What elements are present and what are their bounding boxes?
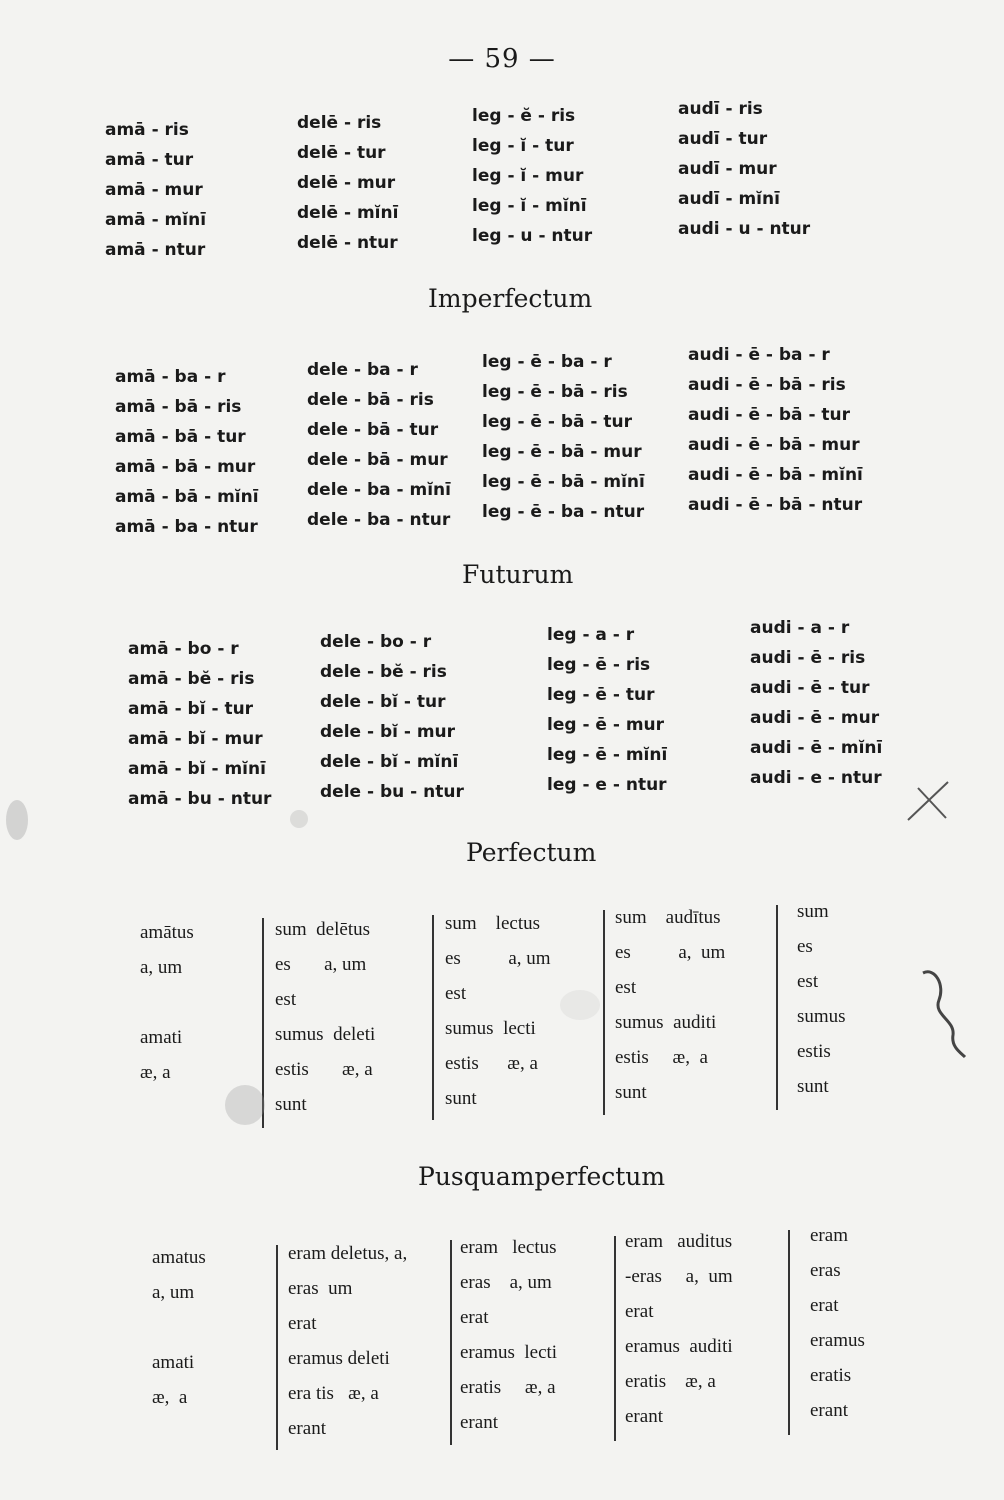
perfectum-cell xyxy=(140,985,194,1020)
present-col-ama xyxy=(105,115,206,265)
futurum-form: audi - ē - ris xyxy=(750,648,866,668)
perfectum-cell: æ, a xyxy=(140,1062,171,1083)
perfectum-cell: sunt xyxy=(445,1088,477,1109)
imperfectum-form: dele - bā - mur xyxy=(307,450,448,470)
ink-stain xyxy=(225,1085,265,1125)
ink-stain xyxy=(290,810,308,828)
present-form: leg - ĭ - mur xyxy=(472,166,584,186)
futurum-form: leg - a - r xyxy=(547,625,635,645)
perfectum-cell: sum audītus xyxy=(615,907,721,928)
perfectum-cell: sum delētus xyxy=(275,919,370,940)
imperfectum-form: leg - ē - bā - ris xyxy=(482,382,628,402)
plusquam-cell: eramus auditi xyxy=(625,1336,733,1357)
plusquam-eram-col-deletus xyxy=(288,1236,407,1446)
futurum-form: amā - bĭ - mur xyxy=(128,729,263,749)
futurum-form: audi - ē - mĭnī xyxy=(750,738,883,758)
column-divider xyxy=(603,910,605,1115)
futurum-form: dele - bĭ - mĭnī xyxy=(320,752,459,772)
imperfectum-form: audi - ē - bā - tur xyxy=(688,405,851,425)
futurum-form: leg - ē - tur xyxy=(547,685,655,705)
perfectum-cell: sumus lecti xyxy=(445,1018,536,1039)
present-form: delē - ntur xyxy=(297,233,398,253)
plusquam-cell: amati xyxy=(152,1352,195,1373)
perfectum-cell: sum lectus xyxy=(445,913,540,934)
futurum-form: amā - bo - r xyxy=(128,639,239,659)
perfectum-cell: est xyxy=(445,983,467,1004)
imperfectum-form: audi - ē - bā - mĭnī xyxy=(688,465,863,485)
plusquam-cell: erant xyxy=(625,1406,663,1427)
perfectum-cell: estis xyxy=(797,1041,831,1062)
plusquam-cell: eras xyxy=(810,1260,841,1281)
present-form: delē - mur xyxy=(297,173,396,193)
perfectum-cell: estis æ, a xyxy=(615,1047,708,1068)
imperfectum-form: audi - ē - bā - ris xyxy=(688,375,846,395)
imperfectum-form: leg - ē - bā - mĭnī xyxy=(482,472,645,492)
plusquam-cell: æ, a xyxy=(152,1387,188,1408)
column-divider xyxy=(450,1240,452,1445)
plusquam-cell: erat xyxy=(288,1313,317,1334)
plusquam-cell: eram lectus xyxy=(460,1237,557,1258)
plusquam-cell: erant xyxy=(460,1412,498,1433)
perfectum-sum-col-auditus xyxy=(615,900,725,1110)
plusquam-eram-col-auditus xyxy=(625,1224,733,1434)
plusquam-cell: eratis æ, a xyxy=(460,1377,556,1398)
present-form: amā - tur xyxy=(105,150,194,170)
present-form: amā - ntur xyxy=(105,240,206,260)
futurum-form: audi - ē - mur xyxy=(750,708,880,728)
imperfectum-form: leg - ē - ba - ntur xyxy=(482,502,645,522)
perfectum-cell: estis æ, a xyxy=(445,1053,538,1074)
perfectum-cell: sunt xyxy=(275,1094,307,1115)
perfectum-cell: amati xyxy=(140,1027,183,1048)
plusquam-cell: eramus lecti xyxy=(460,1342,558,1363)
plusquam-cell: eratis æ, a xyxy=(625,1371,716,1392)
present-form: audī - mur xyxy=(678,159,777,179)
column-divider xyxy=(432,915,434,1120)
imperfectum-form: audi - ē - bā - ntur xyxy=(688,495,863,515)
present-form: delē - ris xyxy=(297,113,382,133)
perfectum-sum-col-deletus xyxy=(275,912,375,1122)
imperfectum-form: leg - ē - bā - mur xyxy=(482,442,642,462)
imperfectum-col-dele xyxy=(307,355,451,535)
present-col-leg xyxy=(472,101,592,251)
futurum-col-audi xyxy=(750,613,882,793)
imperfectum-col-audi xyxy=(688,340,863,520)
present-form: audī - tur xyxy=(678,129,768,149)
imperfectum-form: leg - ē - bā - tur xyxy=(482,412,632,432)
perfectum-cell: es a, um xyxy=(615,942,726,963)
plusquam-cell: erat xyxy=(810,1295,839,1316)
imperfectum-form: dele - ba - r xyxy=(307,360,418,380)
ink-stain xyxy=(560,990,600,1020)
futurum-form: amā - bĭ - mĭnī xyxy=(128,759,266,779)
imperfectum-col-ama xyxy=(115,362,259,542)
futurum-col-ama xyxy=(128,634,271,814)
plusquam-cell: era tis æ, a xyxy=(288,1383,379,1404)
present-form: delē - mĭnī xyxy=(297,203,399,223)
plusquam-eram-col-lectus xyxy=(460,1230,557,1440)
present-form: audī - mĭnī xyxy=(678,189,780,209)
plusquam-cell xyxy=(152,1310,206,1345)
present-form: audī - ris xyxy=(678,99,763,119)
perfectum-cell: es a, um xyxy=(445,948,551,969)
perfectum-cell: estis æ, a xyxy=(275,1059,373,1080)
present-form: amā - mĭnī xyxy=(105,210,207,230)
plusquam-cell: eram deletus, a, xyxy=(288,1243,408,1264)
present-form: leg - ĕ - ris xyxy=(472,106,576,126)
plusquam-cell: eramus xyxy=(810,1330,865,1351)
imperfectum-form: amā - bā - mur xyxy=(115,457,256,477)
futurum-col-leg xyxy=(547,620,667,800)
present-form: leg - ĭ - tur xyxy=(472,136,574,156)
perfectum-cell: sunt xyxy=(797,1076,829,1097)
plusquam-eram-col-plain xyxy=(810,1218,865,1428)
column-divider xyxy=(614,1236,616,1441)
plusquam-cell: eras um xyxy=(288,1278,353,1299)
plusquam-cell: eramus deleti xyxy=(288,1348,390,1369)
futurum-form: amā - bĭ - tur xyxy=(128,699,254,719)
futurum-form: dele - bĭ - tur xyxy=(320,692,446,712)
imperfectum-form: audi - ē - ba - r xyxy=(688,345,830,365)
futurum-form: dele - bo - r xyxy=(320,632,432,652)
imperfectum-form: audi - ē - bā - mur xyxy=(688,435,860,455)
present-form: delē - tur xyxy=(297,143,386,163)
imperfectum-form: amā - bā - ris xyxy=(115,397,242,417)
futurum-form: dele - bĕ - ris xyxy=(320,662,447,682)
plusquamperfectum-heading: Pusquamperfectum xyxy=(418,1162,666,1191)
perfectum-sum-col-lectus xyxy=(445,906,551,1116)
imperfectum-form: amā - bā - mĭnī xyxy=(115,487,259,507)
column-divider xyxy=(788,1230,790,1435)
imperfectum-form: amā - bā - tur xyxy=(115,427,246,447)
imperfectum-form: leg - ē - ba - r xyxy=(482,352,612,372)
imperfectum-col-leg xyxy=(482,347,645,527)
present-form: leg - u - ntur xyxy=(472,226,593,246)
futurum-form: audi - e - ntur xyxy=(750,768,882,788)
ink-stain xyxy=(6,800,28,840)
present-col-dele xyxy=(297,108,398,258)
imperfectum-form: dele - bā - tur xyxy=(307,420,439,440)
imperfectum-form: dele - bā - ris xyxy=(307,390,434,410)
plusquam-cell: erat xyxy=(625,1301,654,1322)
imperfectum-heading: Imperfectum xyxy=(428,284,593,313)
futurum-form: dele - bu - ntur xyxy=(320,782,464,802)
plusquam-cell: amatus xyxy=(152,1247,206,1268)
perfectum-cell: est xyxy=(615,977,637,998)
plusquam-cell: eram xyxy=(810,1225,848,1246)
futurum-form: dele - bĭ - mur xyxy=(320,722,456,742)
plusquam-cell: -eras a, um xyxy=(625,1266,733,1287)
column-divider xyxy=(776,905,778,1110)
perfectum-cell: sumus auditi xyxy=(615,1012,717,1033)
plusquam-cell: eratis xyxy=(810,1365,852,1386)
present-col-audi xyxy=(678,94,810,244)
perfectum-cell: es a, um xyxy=(275,954,367,975)
futurum-col-dele xyxy=(320,627,464,807)
pencil-cross-mark xyxy=(898,770,958,830)
perfectum-cell: est xyxy=(797,971,819,992)
perfectum-cell: sumus deleti xyxy=(275,1024,376,1045)
plusquam-cell: erant xyxy=(810,1400,848,1421)
plusquam-cell: erat xyxy=(460,1307,489,1328)
perfectum-participle-col xyxy=(140,915,194,1090)
plusquam-cell: eras a, um xyxy=(460,1272,552,1293)
futurum-form: leg - e - ntur xyxy=(547,775,667,795)
column-divider xyxy=(276,1245,278,1450)
imperfectum-form: amā - ba - r xyxy=(115,367,226,387)
present-form: leg - ĭ - mĭnī xyxy=(472,196,587,216)
futurum-form: amā - bu - ntur xyxy=(128,789,272,809)
imperfectum-form: dele - ba - mĭnī xyxy=(307,480,451,500)
futurum-form: amā - bĕ - ris xyxy=(128,669,255,689)
perfectum-cell: est xyxy=(275,989,297,1010)
page-number: — 59 — xyxy=(448,44,556,74)
plusquam-cell: eram auditus xyxy=(625,1231,733,1252)
imperfectum-form: amā - ba - ntur xyxy=(115,517,258,537)
imperfectum-form: dele - ba - ntur xyxy=(307,510,451,530)
futurum-form: leg - ē - mĭnī xyxy=(547,745,668,765)
perfectum-cell: sum xyxy=(797,901,829,922)
futurum-form: leg - ē - ris xyxy=(547,655,651,675)
perfectum-cell: es xyxy=(797,936,813,957)
perfectum-heading: Perfectum xyxy=(466,838,597,867)
present-form: amā - mur xyxy=(105,180,203,200)
present-form: amā - ris xyxy=(105,120,189,140)
perfectum-cell: sunt xyxy=(615,1082,647,1103)
perfectum-cell: amātus xyxy=(140,922,194,943)
pencil-squiggle-mark xyxy=(915,965,975,1060)
futurum-form: leg - ē - mur xyxy=(547,715,665,735)
perfectum-sum-col-plain xyxy=(797,894,846,1104)
plusquam-cell: a, um xyxy=(152,1282,195,1303)
perfectum-cell: sumus xyxy=(797,1006,846,1027)
futurum-heading: Futurum xyxy=(462,560,574,589)
plusquam-participle-col xyxy=(152,1240,206,1415)
plusquam-cell: erant xyxy=(288,1418,326,1439)
futurum-form: audi - ē - tur xyxy=(750,678,870,698)
present-form: audi - u - ntur xyxy=(678,219,811,239)
perfectum-cell: a, um xyxy=(140,957,183,978)
futurum-form: audi - a - r xyxy=(750,618,850,638)
